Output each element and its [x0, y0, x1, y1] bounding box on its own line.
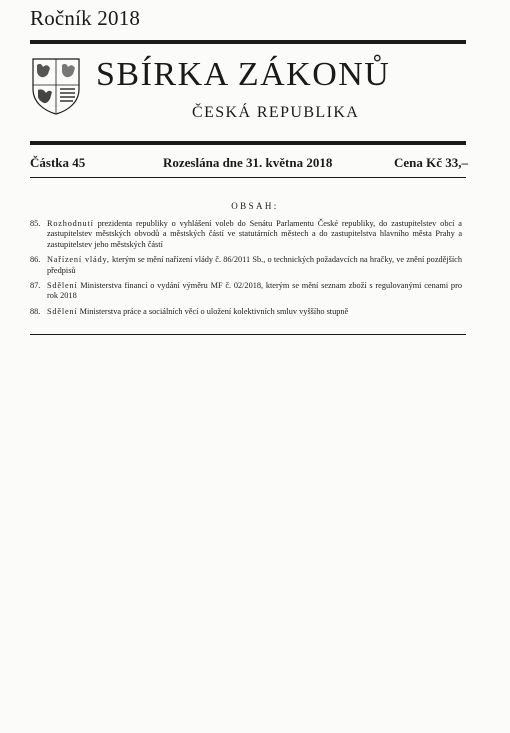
entry-text	[47, 307, 466, 317]
entry-text	[47, 281, 466, 302]
gazette-title: SBÍRKA ZÁKONŮ	[96, 56, 391, 93]
volume-year: Ročník 2018	[30, 6, 141, 30]
entry-description: kterým se mění nařízení vlády č. 86/2011 Sb., o technických požadavcích na hračky, ve znění pozdějších předpisů	[47, 255, 462, 275]
contents-bottom-rule	[30, 334, 466, 335]
entry-title: Sdělení	[47, 281, 78, 291]
country-name: ČESKÁ REPUBLIKA	[192, 104, 360, 121]
entry-title: Nařízení vlády,	[47, 255, 110, 265]
entry-number: 87.	[30, 281, 41, 291]
issue-price: Cena Kč 33,–	[394, 155, 469, 170]
contents-list	[30, 219, 466, 322]
entry-title: Sdělení	[47, 306, 78, 316]
entry-number: 85.	[30, 219, 41, 228]
header-top-rule	[30, 40, 466, 44]
entry-number: 86.	[30, 255, 41, 265]
list-item	[30, 281, 466, 302]
contents-heading: OBSAH:	[231, 201, 279, 211]
issue-part: Částka 45	[30, 155, 86, 170]
entry-number: 88.	[30, 306, 41, 316]
header-bottom-rule	[30, 141, 466, 145]
entry-text	[47, 219, 466, 250]
list-item	[30, 307, 466, 317]
entry-description: Ministerstva financí o vydání výměru MF č. 02/2018, kterým se mění seznam zboží s regulovanými cenami pro rok 2018	[47, 281, 462, 301]
list-item	[30, 219, 466, 250]
infobar-rule	[30, 177, 466, 178]
entry-text	[47, 255, 466, 276]
state-emblem-icon	[31, 57, 81, 115]
entry-description: prezidenta republiky o vyhlášení voleb do Senátu Parlamentu České republiky, do zastupitelstev obcí a zastupitelstev městských obvodů a městských částí ve statutárních městech a do zastupitelstva hlavního města Prahy a zastupitelstev jeho městských částí	[47, 219, 462, 249]
entry-title: Rozhodnutí	[47, 219, 94, 228]
entry-description: Ministerstva práce a sociálních věcí o uložení kolektivních smluv vyššího stupně	[77, 306, 349, 316]
list-item	[30, 255, 466, 276]
issue-date: Rozeslána dne 31. května 2018	[163, 155, 333, 170]
